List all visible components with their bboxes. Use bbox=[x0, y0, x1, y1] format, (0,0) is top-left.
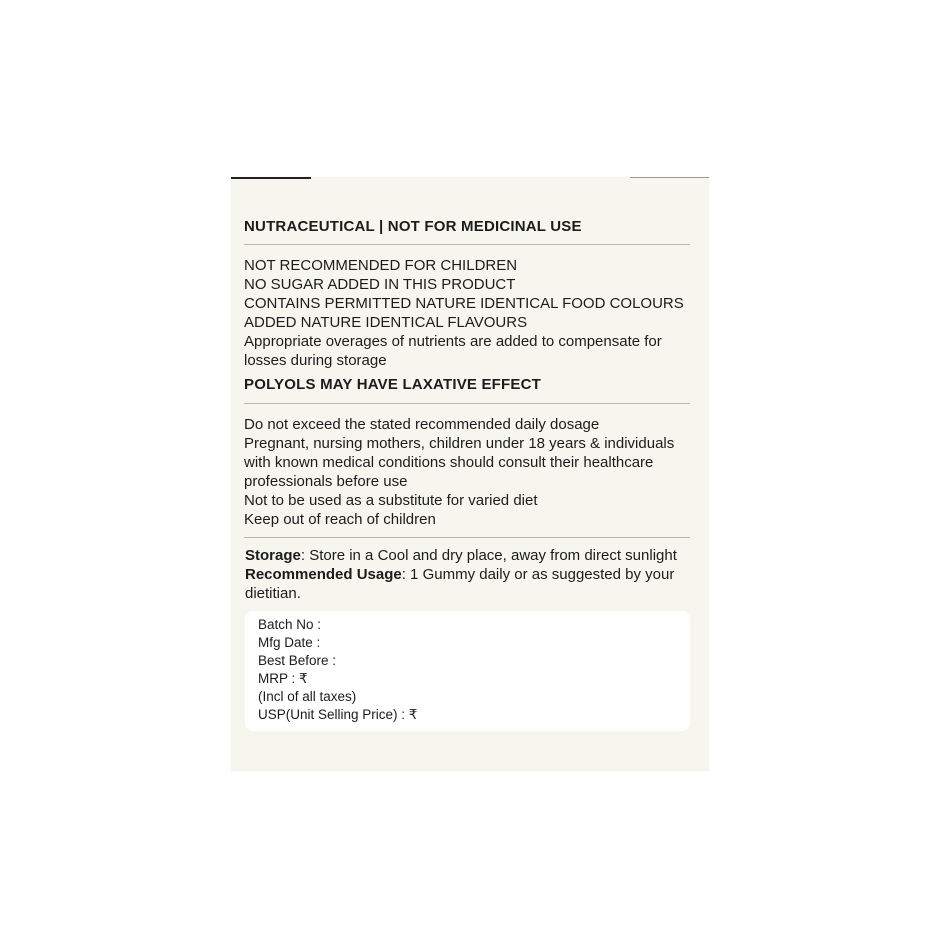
warning-line: professionals before use bbox=[244, 473, 408, 490]
polyols-heading: POLYOLS MAY HAVE LAXATIVE EFFECT bbox=[244, 376, 542, 393]
warning-line: Keep out of reach of children bbox=[244, 511, 436, 528]
notice-line: CONTAINS PERMITTED NATURE IDENTICAL FOOD COLOURS bbox=[244, 295, 684, 312]
divider bbox=[244, 403, 690, 404]
storage-text: : Store in a Cool and dry place, away from direct sunlight bbox=[300, 547, 677, 564]
notice-line: NOT RECOMMENDED FOR CHILDREN bbox=[244, 257, 518, 274]
best-before: Best Before : bbox=[258, 653, 337, 668]
unit-selling-price: USP(Unit Selling Price) : ₹ bbox=[258, 707, 418, 722]
usage-line-2: dietitian. bbox=[245, 585, 301, 602]
incl-taxes: (Incl of all taxes) bbox=[258, 689, 357, 704]
usage-label: Recommended Usage bbox=[245, 566, 402, 583]
nutraceutical-heading: NUTRACEUTICAL | NOT FOR MEDICINAL USE bbox=[244, 218, 582, 235]
storage-usage bbox=[245, 546, 695, 603]
notice-list bbox=[244, 256, 694, 370]
warning-line: with known medical conditions should consult their healthcare bbox=[244, 454, 654, 471]
storage-label: Storage bbox=[245, 547, 301, 564]
notice-line: losses during storage bbox=[244, 352, 387, 369]
panel-top-edge-mark bbox=[231, 177, 311, 179]
warning-line: Do not exceed the stated recommended daily dosage bbox=[244, 416, 600, 433]
warning-line: Not to be used as a substitute for varied diet bbox=[244, 492, 538, 509]
usage-line bbox=[245, 565, 695, 584]
divider bbox=[244, 537, 690, 538]
storage-line bbox=[245, 546, 695, 565]
divider bbox=[244, 244, 690, 245]
batch-info-box bbox=[245, 611, 690, 731]
panel-top-edge-mark-right bbox=[630, 177, 709, 178]
mrp: MRP : ₹ bbox=[258, 671, 308, 686]
notice-line: Appropriate overages of nutrients are added to compensate for bbox=[244, 333, 662, 350]
usage-text: : 1 Gummy daily or as suggested by your bbox=[401, 566, 675, 583]
notice-line: NO SUGAR ADDED IN THIS PRODUCT bbox=[244, 276, 516, 293]
mfg-date: Mfg Date : bbox=[258, 635, 321, 650]
warning-line: Pregnant, nursing mothers, children under 18 years & individuals bbox=[244, 435, 675, 452]
notice-line: ADDED NATURE IDENTICAL FLAVOURS bbox=[244, 314, 528, 331]
warning-list bbox=[244, 415, 694, 529]
batch-no: Batch No : bbox=[258, 617, 322, 632]
